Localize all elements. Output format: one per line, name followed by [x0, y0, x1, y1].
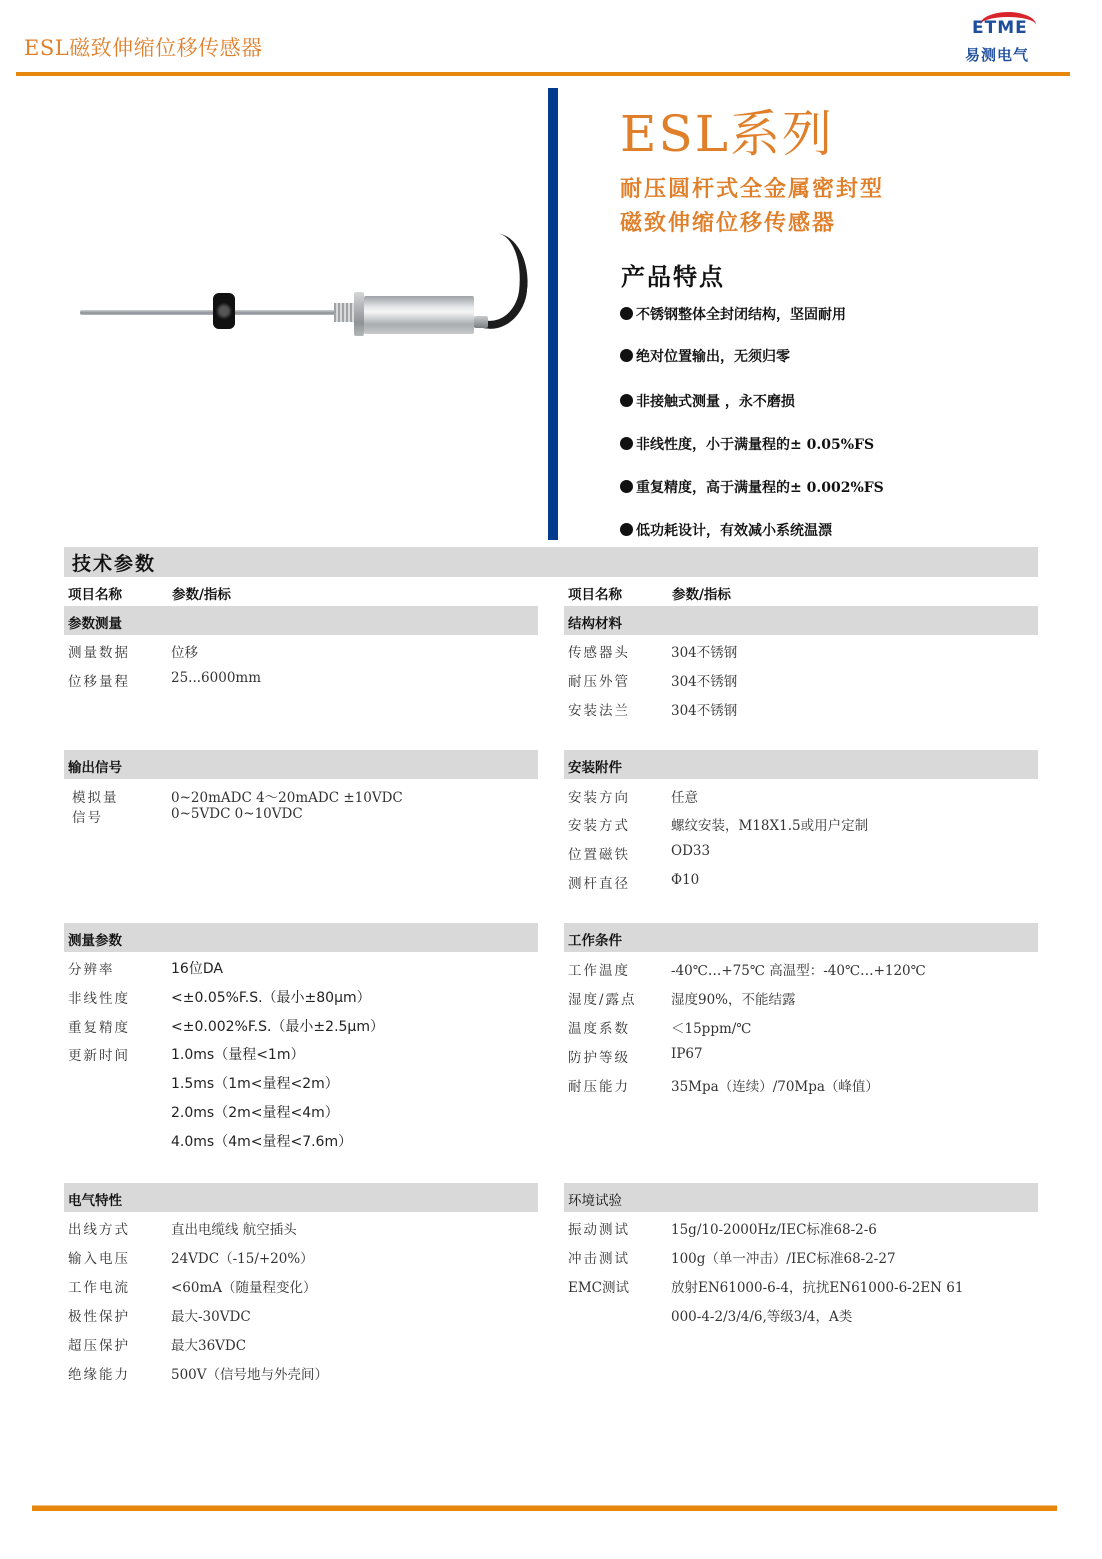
- spec-row: 分辨率 16位DA: [68, 961, 223, 978]
- features-heading: 产品特点: [621, 262, 725, 291]
- section-materials: 结构材料: [564, 606, 1038, 635]
- section-electrical: 电气特性: [64, 1183, 538, 1212]
- bullet-icon: [620, 480, 633, 493]
- accent-vertical-bar: [548, 88, 558, 540]
- tech-params-title: 技术参数: [72, 553, 157, 575]
- section-mounting-accessories: 安装附件: [564, 750, 1038, 779]
- feature-item: 非线性度，小于满量程的± 0.05%FS: [620, 434, 874, 454]
- position-magnet-shape: [213, 293, 235, 329]
- spec-row: 传感器头 304不锈钢: [568, 645, 738, 661]
- spec-row: 输入电压 24VDC（-15/+20%）: [68, 1251, 314, 1267]
- spec-row: EMC测试 放射EN61000-6-4，抗扰EN61000-6-2EN 61: [568, 1280, 964, 1296]
- logo-wordmark: ETME: [972, 18, 1028, 38]
- measuring-rod-shape: [80, 310, 338, 315]
- header-divider: [16, 72, 1070, 76]
- spec-row: 模拟量 0~20mADC 4～20mADC ±10VDC: [72, 790, 403, 806]
- sensor-head-shape: [364, 296, 474, 334]
- spec-row: 安装法兰 304不锈钢: [568, 703, 738, 719]
- spec-row: 1.5ms（1m<量程<2m）: [171, 1076, 339, 1092]
- spec-row: 工作温度 -40℃…+75℃ 高温型：-40℃…+120℃: [568, 963, 926, 979]
- spec-row: 位置磁铁 OD33: [568, 843, 711, 863]
- spec-row: 测量数据 位移: [68, 645, 198, 661]
- bullet-icon: [620, 349, 633, 362]
- spec-row: 000-4-2/3/4/6,等级3/4，A类: [671, 1309, 853, 1325]
- spec-row: 4.0ms（4m<量程<7.6m）: [171, 1134, 353, 1150]
- spec-row: 2.0ms（2m<量程<4m）: [171, 1105, 339, 1121]
- spec-row: 安装方式 螺纹安装，M18X1.5或用户定制: [568, 818, 869, 834]
- column-header: 项目名称 参数/指标: [568, 587, 731, 603]
- spec-row: 冲击测试 100g（单一冲击）/IEC标准68-2-27: [568, 1251, 896, 1267]
- tech-params-heading-band: [64, 547, 1038, 577]
- section-measurement: 参数测量: [64, 606, 538, 635]
- cable-gland-shape: [474, 316, 488, 328]
- flange-shape: [354, 292, 364, 336]
- spec-row: 温度系数 ＜15ppm/℃: [568, 1021, 752, 1037]
- logo-chinese-name: 易测电气: [965, 46, 1030, 64]
- bullet-icon: [620, 437, 633, 450]
- bullet-icon: [620, 523, 633, 536]
- bullet-icon: [620, 307, 633, 320]
- spec-row: 防护等级 IP67: [568, 1046, 703, 1066]
- bullet-icon: [620, 394, 633, 407]
- spec-row: 绝缘能力 500V（信号地与外壳间）: [68, 1367, 329, 1383]
- spec-row: 非线性度 <±0.05%F.S.（最小±80μm）: [68, 990, 371, 1007]
- etme-logo: [958, 10, 1058, 66]
- thread-shape: [334, 303, 354, 322]
- spec-row: 湿度/露点 湿度90%，不能结露: [568, 992, 796, 1008]
- section-output-signal: 输出信号: [64, 750, 538, 779]
- section-measurement-params: 测量参数: [64, 923, 538, 952]
- spec-row: 测杆直径 Φ10: [568, 872, 700, 892]
- feature-item: 绝对位置输出，无须归零: [620, 346, 790, 366]
- spec-row: 超压保护 最大36VDC: [68, 1338, 247, 1354]
- spec-row: 信号 0~5VDC 0~10VDC: [72, 806, 303, 826]
- page-header-title: ESL磁致伸缩位移传感器: [24, 36, 263, 60]
- series-title: ESL系列: [620, 105, 834, 163]
- spec-row: 耐压外管 304不锈钢: [568, 674, 738, 690]
- spec-row: 极性保护 最大-30VDC: [68, 1309, 251, 1325]
- subtitle-line-2: 磁致伸缩位移传感器: [620, 210, 837, 236]
- spec-row: 出线方式 直出电缆线 航空插头: [68, 1222, 297, 1238]
- spec-row: 重复精度 <±0.002%F.S.（最小±2.5μm）: [68, 1019, 384, 1036]
- column-header: 项目名称 参数/指标: [68, 587, 231, 603]
- spec-row: 更新时间 1.0ms（量程<1m）: [68, 1047, 305, 1064]
- subtitle-line-1: 耐压圆杆式全金属密封型: [620, 176, 885, 202]
- feature-item: 重复精度，高于满量程的± 0.002%FS: [620, 477, 884, 497]
- spec-row: 工作电流 <60mA（随量程变化）: [68, 1280, 317, 1296]
- product-image: [78, 236, 523, 336]
- spec-row: 安装方向 任意: [568, 790, 698, 806]
- section-environment-tests: 环境试验: [564, 1183, 1038, 1212]
- feature-item: 不锈钢整体全封闭结构，坚固耐用: [620, 304, 846, 324]
- spec-row: 耐压能力 35Mpa（连续）/70Mpa（峰值）: [568, 1079, 879, 1095]
- spec-row: 振动测试 15g/10-2000Hz/IEC标准68-2-6: [568, 1222, 877, 1238]
- footer-divider: [32, 1505, 1057, 1511]
- section-working-conditions: 工作条件: [564, 923, 1038, 952]
- spec-row: 位移量程 25...6000mm: [68, 670, 262, 690]
- feature-item: 低功耗设计，有效减小系统温漂: [620, 520, 832, 540]
- feature-item: 非接触式测量 ，永不磨损: [620, 391, 795, 411]
